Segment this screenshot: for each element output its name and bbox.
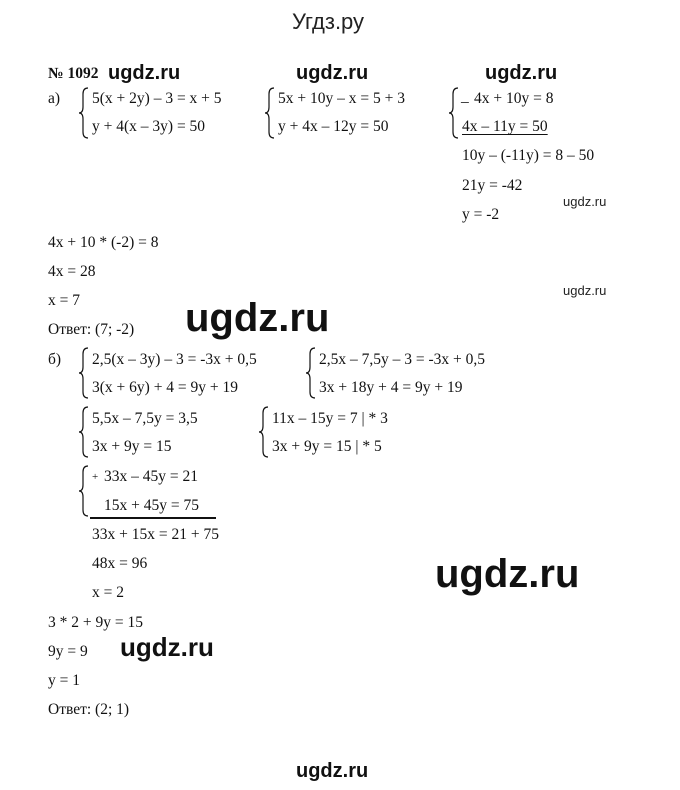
step: 21y = -42 bbox=[462, 177, 523, 194]
watermark: ugdz.ru bbox=[485, 62, 558, 84]
watermark: ugdz.ru bbox=[185, 296, 330, 340]
problem-number: № 1092 bbox=[48, 65, 99, 82]
step: 10y – (-11y) = 8 – 50 bbox=[462, 147, 595, 164]
step: x = 7 bbox=[48, 292, 80, 309]
brace-icon bbox=[305, 346, 317, 400]
brace-icon bbox=[78, 86, 90, 140]
watermark: ugdz.ru bbox=[563, 283, 607, 298]
equation: 3(x + 6y) + 4 = 9y + 19 bbox=[92, 379, 239, 396]
step: 3 * 2 + 9y = 15 bbox=[48, 614, 143, 631]
brace-icon bbox=[258, 405, 270, 459]
step: x = 2 bbox=[92, 584, 124, 601]
add-sign: + bbox=[92, 471, 99, 483]
watermark: ugdz.ru bbox=[296, 62, 369, 84]
site-title[interactable]: Угдз.ру bbox=[292, 9, 365, 34]
brace-icon bbox=[78, 346, 90, 400]
step: 9y = 9 bbox=[48, 643, 88, 660]
equation: 5x + 10y – x = 5 + 3 bbox=[278, 90, 405, 107]
brace-icon bbox=[78, 464, 90, 518]
equation: 2,5(x – 3y) – 3 = -3x + 0,5 bbox=[92, 351, 257, 368]
watermark: ugdz.ru bbox=[563, 194, 607, 209]
equation: 2,5x – 7,5y – 3 = -3x + 0,5 bbox=[319, 351, 486, 368]
equation: 15x + 45y = 75 bbox=[104, 497, 199, 514]
brace-icon bbox=[264, 86, 276, 140]
equation: 3x + 9y = 15 | * 5 bbox=[272, 438, 382, 455]
step: 4x + 10 * (-2) = 8 bbox=[48, 234, 159, 251]
sum-line bbox=[90, 517, 216, 519]
step: y = 1 bbox=[48, 672, 80, 689]
step: y = -2 bbox=[462, 206, 500, 223]
equation: 5(x + 2y) – 3 = x + 5 bbox=[92, 90, 222, 107]
brace-icon bbox=[448, 86, 460, 140]
subtract-sign: _ bbox=[461, 88, 469, 105]
equation: 5,5x – 7,5y = 3,5 bbox=[92, 410, 198, 427]
watermark: ugdz.ru bbox=[435, 552, 580, 596]
equation: y + 4(x – 3y) = 50 bbox=[92, 118, 206, 135]
equation: 4x + 10y = 8 bbox=[474, 90, 554, 107]
step: 33x + 15x = 21 + 75 bbox=[92, 526, 219, 543]
watermark: ugdz.ru bbox=[120, 632, 214, 662]
brace-icon bbox=[78, 405, 90, 459]
equation: 3x + 9y = 15 bbox=[92, 438, 172, 455]
part-a-label: а) bbox=[48, 90, 61, 107]
part-b-label: б) bbox=[48, 351, 62, 368]
step: 4x = 28 bbox=[48, 263, 96, 280]
answer: Ответ: (7; -2) bbox=[48, 321, 135, 338]
watermark: ugdz.ru bbox=[108, 62, 181, 84]
step: 48x = 96 bbox=[92, 555, 148, 572]
equation: 33x – 45y = 21 bbox=[104, 468, 198, 485]
answer: Ответ: (2; 1) bbox=[48, 701, 130, 718]
equation: 3x + 18y + 4 = 9y + 19 bbox=[319, 379, 463, 396]
equation: 11x – 15y = 7 | * 3 bbox=[272, 410, 388, 427]
equation: 4x – 11y = 50 bbox=[462, 118, 548, 135]
watermark: ugdz.ru bbox=[296, 760, 369, 782]
equation: y + 4x – 12y = 50 bbox=[278, 118, 389, 135]
